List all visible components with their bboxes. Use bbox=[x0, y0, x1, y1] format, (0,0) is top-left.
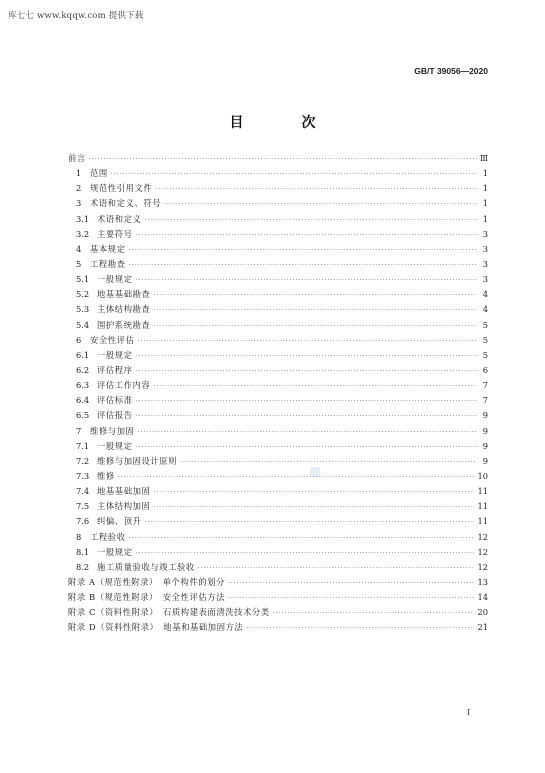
toc-entry-page: 7 bbox=[482, 395, 488, 406]
toc-entry-number: 8.2 bbox=[76, 561, 90, 572]
toc-leader-dots bbox=[153, 288, 477, 303]
toc-entry-page: 9 bbox=[482, 425, 488, 436]
toc-entry-page: 7 bbox=[482, 380, 488, 391]
toc-entry[interactable] bbox=[68, 151, 488, 166]
toc-entry-label: 附录 B（规范性附录） 安全性评估方法 bbox=[68, 592, 226, 603]
toc-entry-number: 6.1 bbox=[76, 349, 90, 360]
toc-leader-dots bbox=[153, 485, 474, 500]
watermark-text: 库七七 www.kqqw.com 提供下载 bbox=[8, 11, 144, 21]
toc-entry[interactable] bbox=[68, 212, 488, 227]
toc-entry-page: 5 bbox=[482, 349, 488, 360]
toc-leader-dots bbox=[145, 515, 475, 530]
toc-leader-dots bbox=[153, 319, 477, 334]
toc-entry-page: 11 bbox=[477, 516, 488, 527]
toc-entry[interactable] bbox=[68, 469, 488, 484]
toc-entry-label: 前言 bbox=[68, 153, 86, 163]
toc-entry-number: 5.4 bbox=[76, 319, 90, 330]
toc-entry[interactable] bbox=[68, 272, 488, 287]
toc-entry[interactable] bbox=[68, 287, 488, 302]
toc-entry[interactable] bbox=[68, 545, 488, 560]
toc-leader-dots bbox=[136, 228, 477, 243]
toc-entry[interactable] bbox=[68, 393, 488, 408]
toc-entry-number: 7.3 bbox=[76, 470, 90, 481]
toc-entry[interactable] bbox=[68, 424, 488, 439]
toc-entry[interactable] bbox=[68, 499, 488, 514]
toc-leader-dots bbox=[136, 349, 477, 364]
page-title: 目 次 bbox=[229, 115, 338, 131]
toc-entry-number: 6.3 bbox=[76, 380, 90, 391]
toc-entry-page: 4 bbox=[482, 304, 488, 315]
toc-entry-page: 1 bbox=[482, 168, 488, 179]
toc-entry-label: 维修 bbox=[97, 470, 115, 481]
toc-leader-dots bbox=[136, 546, 475, 561]
toc-entry-label: 附录 D（资料性附录） 地基和基础加固方法 bbox=[68, 622, 244, 633]
toc-leader-dots bbox=[145, 213, 478, 228]
toc-entry[interactable] bbox=[68, 257, 488, 272]
toc-entry-page: 1 bbox=[482, 183, 488, 194]
toc-entry-number: 5.3 bbox=[76, 304, 90, 315]
toc-entry[interactable] bbox=[68, 514, 488, 529]
toc-entry[interactable] bbox=[68, 302, 488, 317]
toc-leader-dots bbox=[111, 167, 477, 182]
toc-entry-label: 施工质量验收与竣工验收 bbox=[97, 561, 195, 572]
toc-entry-page: 20 bbox=[477, 607, 488, 618]
toc-entry-page: 11 bbox=[477, 501, 488, 512]
toc-entry-page: 21 bbox=[477, 622, 488, 633]
toc-entry-page: 11 bbox=[477, 486, 488, 497]
toc-entry-number: 4 bbox=[76, 243, 82, 254]
toc-leader-dots bbox=[246, 621, 474, 636]
toc-leader-dots bbox=[164, 197, 477, 212]
toc-entry-label: 附录 C（资料性附录） 石质构建表面清洗技术分类 bbox=[68, 607, 270, 618]
toc-entry-label: 工程勘查 bbox=[90, 258, 126, 269]
toc-entry-label: 维修与加固 bbox=[90, 425, 135, 436]
toc-leader-dots bbox=[118, 470, 475, 485]
toc-entry-label: 基本规定 bbox=[90, 243, 126, 254]
toc-entry-label: 一般规定 bbox=[97, 546, 133, 557]
toc-leader-dots bbox=[138, 334, 478, 349]
toc-entry-number: 7.6 bbox=[76, 516, 90, 527]
toc-entry[interactable] bbox=[68, 590, 488, 605]
toc-leader-dots bbox=[198, 561, 475, 576]
toc-entry-page: 3 bbox=[482, 243, 488, 254]
toc-entry[interactable] bbox=[68, 318, 488, 333]
standard-code: GB/T 39056—2020 bbox=[414, 66, 488, 76]
toc-entry-page: 4 bbox=[482, 289, 488, 300]
toc-entry[interactable] bbox=[68, 454, 488, 469]
toc-entry-page: 10 bbox=[477, 470, 488, 481]
toc-entry[interactable] bbox=[68, 333, 488, 348]
toc-entry[interactable] bbox=[68, 227, 488, 242]
toc-entry-page: 5 bbox=[482, 334, 488, 345]
toc-entry[interactable] bbox=[68, 560, 488, 575]
toc-entry-page: 12 bbox=[477, 546, 488, 557]
toc-leader-dots bbox=[153, 500, 474, 515]
page-number: I bbox=[467, 708, 471, 717]
toc-leader-dots bbox=[89, 152, 477, 167]
toc-leader-dots bbox=[273, 606, 475, 621]
toc-entry-page: 14 bbox=[477, 592, 488, 603]
toc-entry-number: 6.2 bbox=[76, 364, 90, 375]
toc-entry-page: 9 bbox=[482, 455, 488, 466]
toc-leader-dots bbox=[129, 531, 475, 546]
toc-entry-number: 6.4 bbox=[76, 395, 90, 406]
faint-mark-icon bbox=[309, 466, 321, 478]
toc-entry[interactable] bbox=[68, 484, 488, 499]
toc-entry[interactable] bbox=[68, 196, 488, 211]
toc-leader-dots bbox=[136, 440, 477, 455]
toc-entry-label: 地基基础勘查 bbox=[97, 289, 151, 300]
toc-entry-number: 7.1 bbox=[76, 440, 90, 451]
toc-leader-dots bbox=[153, 303, 477, 318]
toc-leader-dots bbox=[138, 425, 478, 440]
toc-entry-label: 评估报告 bbox=[97, 410, 133, 421]
toc-leader-dots bbox=[153, 379, 477, 394]
toc-entry[interactable] bbox=[68, 378, 488, 393]
toc-entry-page: 1 bbox=[482, 213, 488, 224]
toc-entry[interactable] bbox=[68, 181, 488, 196]
toc-entry-label: 评估程序 bbox=[97, 364, 133, 375]
toc-entry-number: 8.1 bbox=[76, 546, 90, 557]
toc-entry-label: 围护系统勘查 bbox=[97, 319, 151, 330]
toc-entry-number: 3.2 bbox=[76, 228, 90, 239]
toc-entry-page: 1 bbox=[482, 198, 488, 209]
toc-entry-number: 3 bbox=[76, 198, 82, 209]
toc-entry-page: 6 bbox=[482, 364, 488, 375]
toc-entry-number: 6 bbox=[76, 334, 82, 345]
toc-entry-label: 主要符号 bbox=[97, 228, 133, 239]
toc-entry-label: 术语和定义、符号 bbox=[90, 198, 162, 209]
toc-entry-label: 地基基础加固 bbox=[97, 486, 151, 497]
toc-entry-number: 7.2 bbox=[76, 455, 90, 466]
toc-entry-label: 主体结构加固 bbox=[97, 501, 151, 512]
toc-entry[interactable] bbox=[68, 363, 488, 378]
toc-entry-number: 2 bbox=[76, 183, 82, 194]
toc-entry-number: 3.1 bbox=[76, 213, 90, 224]
toc-entry-page: 3 bbox=[482, 258, 488, 269]
toc-leader-dots bbox=[136, 364, 477, 379]
toc-entry-number: 5.2 bbox=[76, 289, 90, 300]
toc-entry-number: 6.5 bbox=[76, 410, 90, 421]
toc-entry-label: 规范性引用文件 bbox=[90, 183, 153, 194]
toc-entry-label: 主体结构勘查 bbox=[97, 304, 151, 315]
toc-entry-page: 9 bbox=[482, 440, 488, 451]
toc-entry-label: 评估工作内容 bbox=[97, 380, 151, 391]
toc-entry[interactable] bbox=[68, 348, 488, 363]
toc-entry-page: 12 bbox=[477, 531, 488, 542]
toc-entry-number: 7.5 bbox=[76, 501, 90, 512]
toc-entry-label: 一般规定 bbox=[97, 274, 133, 285]
toc-leader-dots bbox=[129, 258, 477, 273]
toc-entry-label: 安全性评估 bbox=[90, 334, 135, 345]
toc-entry-number: 8 bbox=[76, 531, 82, 542]
toc-entry-page: 3 bbox=[482, 228, 488, 239]
toc-entry[interactable] bbox=[68, 620, 488, 635]
toc-entry[interactable] bbox=[68, 408, 488, 423]
toc-entry[interactable] bbox=[68, 530, 488, 545]
toc-entry-page: 5 bbox=[482, 319, 488, 330]
toc-entry-number: 7 bbox=[76, 425, 82, 436]
toc-entry-label: 纠偏、顶升 bbox=[97, 516, 142, 527]
toc-entry-number: 7.4 bbox=[76, 486, 90, 497]
toc-entry[interactable] bbox=[68, 575, 488, 590]
toc-entry-number: 5.1 bbox=[76, 274, 90, 285]
toc-leader-dots bbox=[136, 409, 477, 424]
toc-entry-label: 附录 A（规范性附录） 单个构件的划分 bbox=[68, 576, 225, 587]
toc-leader-dots bbox=[180, 455, 477, 470]
toc-entry-label: 术语和定义 bbox=[97, 213, 142, 224]
toc-leader-dots bbox=[129, 243, 477, 258]
toc-entry-label: 维修与加固设计原则 bbox=[97, 455, 178, 466]
toc-leader-dots bbox=[228, 591, 474, 606]
toc-entry-number: 1 bbox=[76, 168, 82, 179]
toc-entry[interactable] bbox=[68, 605, 488, 620]
toc-entry[interactable] bbox=[68, 166, 488, 181]
table-of-contents bbox=[68, 151, 488, 636]
toc-entry-number: 5 bbox=[76, 258, 82, 269]
toc-leader-dots bbox=[228, 576, 475, 591]
toc-entry-page: 12 bbox=[477, 561, 488, 572]
toc-entry-label: 评估标准 bbox=[97, 395, 133, 406]
toc-entry-page: 3 bbox=[482, 274, 488, 285]
toc-entry[interactable] bbox=[68, 242, 488, 257]
toc-entry[interactable] bbox=[68, 439, 488, 454]
toc-leader-dots bbox=[136, 273, 477, 288]
toc-entry-page: Ⅲ bbox=[479, 153, 488, 163]
toc-leader-dots bbox=[155, 182, 477, 197]
toc-entry-page: 9 bbox=[482, 410, 488, 421]
toc-entry-label: 范围 bbox=[90, 168, 108, 179]
toc-leader-dots bbox=[136, 394, 477, 409]
toc-entry-label: 工程验收 bbox=[90, 531, 126, 542]
toc-entry-label: 一般规定 bbox=[97, 440, 133, 451]
toc-entry-page: 13 bbox=[477, 576, 488, 587]
toc-entry-label: 一般规定 bbox=[97, 349, 133, 360]
